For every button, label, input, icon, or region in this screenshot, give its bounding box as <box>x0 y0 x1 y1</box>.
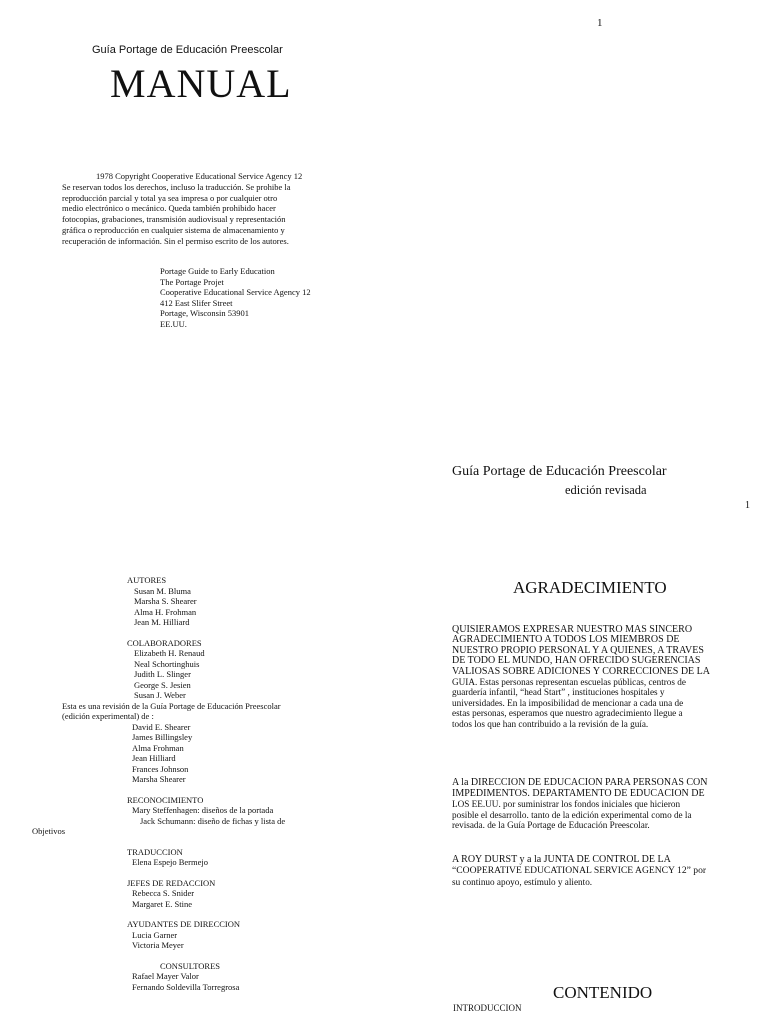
copyright-line: reproducción parcial y total ya sea impresa o por cualquier otro <box>62 192 278 203</box>
credit-name: Jean Hilliard <box>132 753 176 763</box>
agradecimiento-para2 <box>452 778 750 831</box>
copyright-line: medio electrónico o mecánico. Queda también prohibido hacer <box>62 203 276 214</box>
credit-name: Elizabeth H. Renaud <box>134 648 205 658</box>
reconocimiento-heading: RECONOCIMIENTO <box>127 794 204 805</box>
para-line: AGRADECIMIENTO A TODOS LOS MIEMBROS DE <box>452 634 680 646</box>
address-line: Portage, Wisconsin 53901 <box>160 308 249 319</box>
reconocimiento-line: Jack Schumann: diseño de fichas y lista de <box>140 815 286 826</box>
para-line: VALIOSAS SOBRE ADICIONES Y CORRECCIONES DE LA <box>452 665 710 677</box>
agradecimiento-para1 <box>452 625 750 729</box>
copyright-line: 1978 Copyright Cooperative Educational Service Agency 12 <box>96 171 303 181</box>
para-line: GUIA. Estas personas representan escuelas públicas, centros de <box>452 677 686 688</box>
address-line: EE.UU. <box>160 318 187 329</box>
credit-name: Frances Johnson <box>132 763 189 774</box>
address-line: Portage Guide to Early Education <box>160 266 275 276</box>
para-line: QUISIERAMOS EXPRESAR NUESTRO MAS SINCERO <box>452 624 693 635</box>
reconocimiento-line: Mary Steffenhagen: diseños de la portada <box>132 805 274 815</box>
credit-name: Rebecca S. Snider <box>132 888 195 898</box>
credit-name: James Billingsley <box>132 732 193 742</box>
credit-name: Neal Schortinghuis <box>134 658 200 669</box>
para-line: guardería infantil, “head Start” , instituciones hospitales y <box>452 687 665 698</box>
address-line: Cooperative Educational Service Agency 12 <box>160 287 311 298</box>
para-line: posible el desarrollo. tanto de la edición experimental como de la <box>452 809 692 820</box>
reconocimiento-line: Objetivos <box>32 826 66 836</box>
ayudantes-heading: AYUDANTES DE DIRECCION <box>127 919 241 929</box>
copyright-block <box>62 171 330 247</box>
para-line: revisada. de la Guía Portage de Educación Preescolar. <box>452 820 650 831</box>
credits-block <box>0 575 340 992</box>
colaboradores-heading: COLABORADORES <box>127 637 202 648</box>
traduccion-heading: TRADUCCION <box>127 846 183 857</box>
address-block <box>160 266 311 330</box>
para-line: A la DIRECCION DE EDUCACION PARA PERSONAS CON <box>452 777 708 788</box>
credit-name: Marsha Shearer <box>132 774 186 784</box>
credit-name: Alma H. Frohman <box>134 606 197 617</box>
right-title-line1: Guía Portage de Educación Preescolar <box>452 464 667 479</box>
agradecimiento-title: AGRADECIMIENTO <box>513 578 667 597</box>
autores-heading: AUTORES <box>127 575 167 585</box>
page-number-top: 1 <box>597 17 603 29</box>
para-line: LOS EE.UU. por suministrar los fondos iniciales que hicieron <box>452 799 681 810</box>
para-line: IMPEDIMENTOS. DEPARTAMENTO DE EDUCACION DE <box>452 787 705 799</box>
para-line: universidades. En la imposibilidad de mencionar a cada una de <box>452 697 684 708</box>
consultores-heading: CONSULTORES <box>160 960 220 971</box>
copyright-line: gráfica o reproducción en cualquier sistema de almacenamiento y <box>62 224 285 235</box>
address-line: The Portage Projet <box>160 276 224 287</box>
copyright-line: fotocopias, grabaciones, transmisión audiovisual y representación <box>62 214 286 225</box>
copyright-line: Se reservan todos los derechos, incluso la traducción. Se prohibe la <box>62 181 291 192</box>
credit-name: Rafael Mayer Valor <box>132 971 199 981</box>
credit-name: George S. Jesien <box>134 679 191 690</box>
contenido-title: CONTENIDO <box>553 983 653 1002</box>
credit-name: Alma Frohman <box>132 742 184 753</box>
credit-name: Marsha S. Shearer <box>134 596 197 606</box>
jefes-heading: JEFES DE REDACCION <box>127 877 216 888</box>
revision-line: Esta es una revisión de la Guía Portage de Educación Preescolar <box>62 700 281 711</box>
credit-name: Judith L. Slinger <box>134 669 191 679</box>
credit-name: Margaret E. Stine <box>132 898 193 909</box>
para-line: todos los que han contribuido a la revisión de la guía. <box>452 718 649 729</box>
para-line: A ROY DURST y a la JUNTA DE CONTROL DE LA <box>452 854 671 865</box>
credit-name: Victoria Meyer <box>132 940 184 950</box>
credit-name: Elena Espejo Bermejo <box>132 857 209 867</box>
para-line: su continuo apoyo, estímulo y aliento. <box>452 876 593 887</box>
para-line: “COOPERATIVE EDUCATIONAL SERVICE AGENCY 12” por <box>452 864 707 876</box>
revision-line: (edición experimental) de : <box>62 711 154 721</box>
manual-title: MANUAL <box>110 61 292 106</box>
introduccion-label: INTRODUCCION <box>453 1003 522 1013</box>
credit-name: Susan J. Weber <box>134 690 186 700</box>
credit-name: Fernando Soldevilla Torregrosa <box>132 981 240 992</box>
copyright-line: recuperación de información. Sin el permiso escrito de los autores. <box>62 235 289 246</box>
page-number-right: 1 <box>745 500 750 511</box>
credit-name: Lucia Garner <box>132 929 178 940</box>
credit-name: Susan M. Bluma <box>134 585 191 596</box>
para-line: DE TODO EL MUNDO, HAN OFRECIDO SUGERENCIAS <box>452 655 701 667</box>
right-title-line2: edición revisada <box>565 483 647 497</box>
header-subtitle: Guía Portage de Educación Preescolar <box>92 44 283 56</box>
agradecimiento-para3 <box>452 855 750 887</box>
credit-name: Jean M. Hilliard <box>134 617 190 627</box>
para-line: NUESTRO PROPIO PERSONAL Y A QUIENES, A TRAVES <box>452 644 704 656</box>
credit-name: David E. Shearer <box>132 721 191 732</box>
para-line: estas personas, esperamos que nuestro agradecimiento llegue a <box>452 708 683 719</box>
address-line: 412 East Slifer Street <box>160 297 233 308</box>
